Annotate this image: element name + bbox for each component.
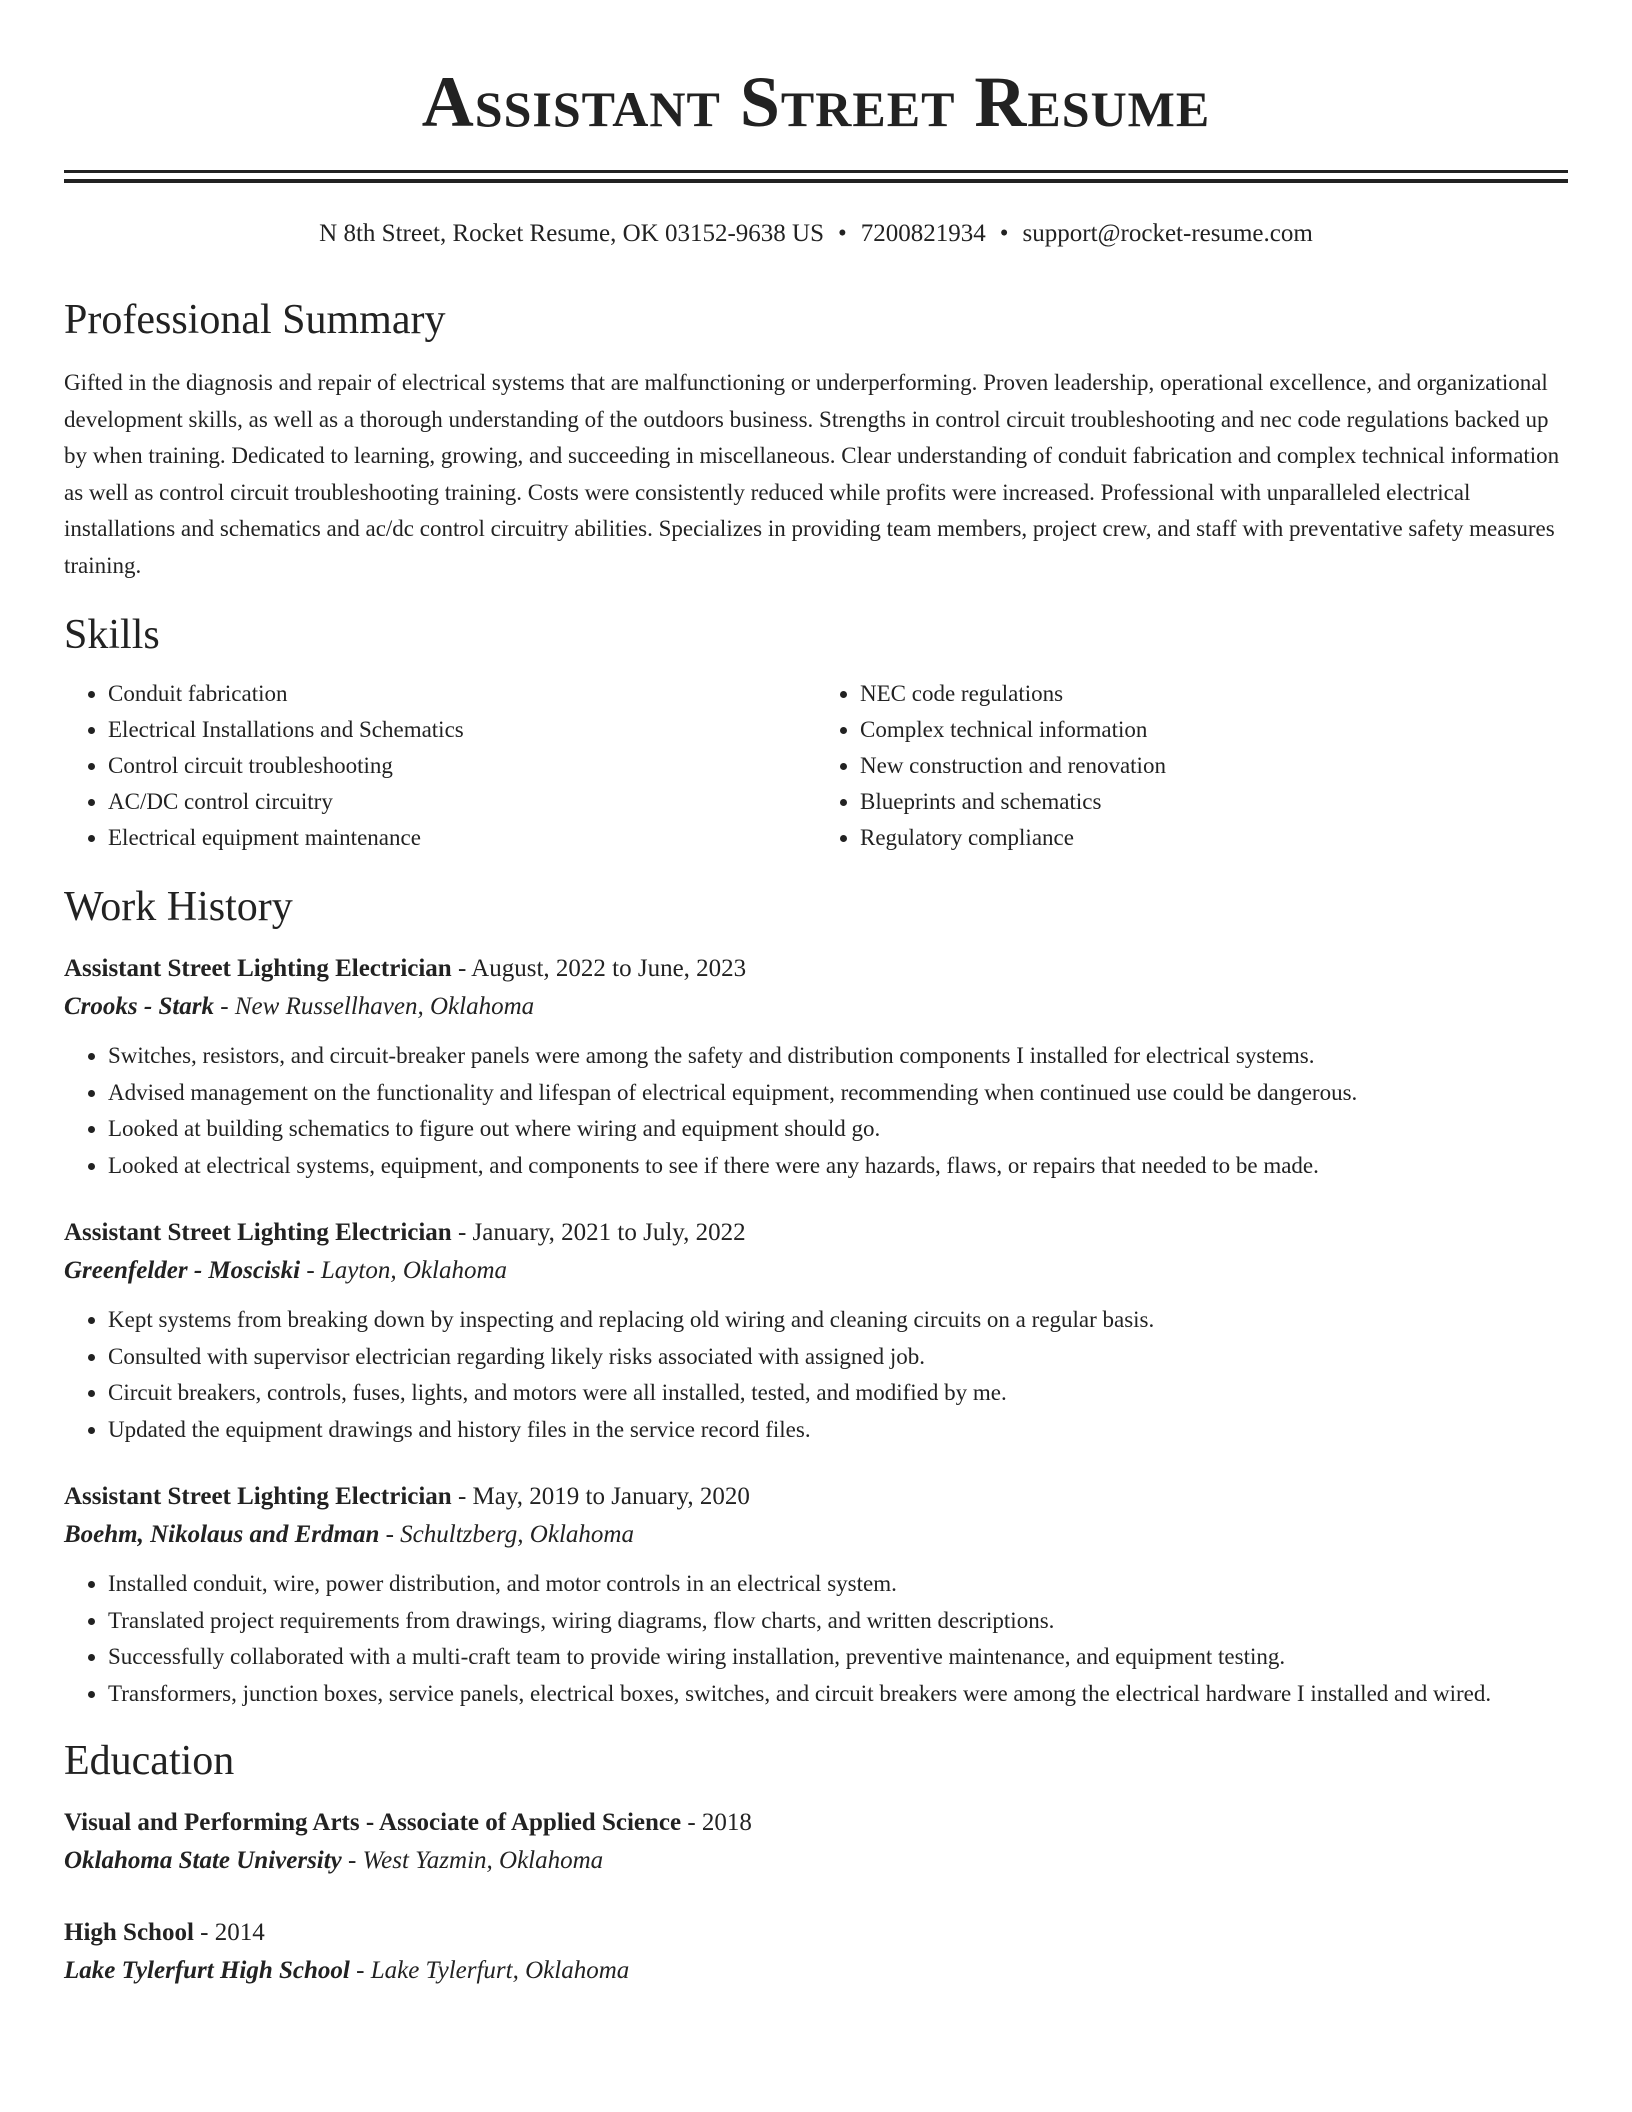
school-line — [64, 1842, 1568, 1880]
job-duty: • Advised management on the functionality and lifespan of electrical equipment, recommending when continued use could be dangerous. — [108, 1075, 1568, 1112]
job-duty: • Kept systems from breaking down by inspecting and replacing old wiring and cleaning circuits on a regular basis. — [108, 1302, 1568, 1339]
contact-separator: • — [999, 220, 1009, 247]
school-name: Oklahoma State University — [64, 1847, 342, 1874]
job-duties — [64, 1302, 1568, 1448]
contact-phone: 7200821934 — [860, 220, 986, 247]
company-line — [64, 1516, 1568, 1554]
summary-heading: Professional Summary — [64, 297, 446, 343]
job-duty: • Successfully collaborated with a multi-craft team to provide wiring installation, preventive maintenance, and equipment testing. — [108, 1639, 1568, 1676]
job-dates: - August, 2022 to June, 2023 — [451, 955, 747, 982]
education-entry — [64, 1804, 1568, 1880]
skill-item: • Conduit fabrication — [108, 676, 816, 712]
job-title-line — [64, 1478, 1568, 1516]
education-heading: Education — [64, 1738, 235, 1784]
school-location: - West Yazmin, Oklahoma — [341, 1847, 604, 1874]
skill-item: • AC/DC control circuitry — [108, 784, 816, 820]
degree-line — [64, 1804, 1568, 1842]
skill-item: • New construction and renovation — [860, 748, 1568, 784]
contact-separator: • — [837, 220, 847, 247]
title-divider-bottom — [64, 179, 1568, 183]
degree-name: Visual and Performing Arts - Associate of Applied Science — [64, 1809, 682, 1836]
education-entry — [64, 1914, 1568, 1990]
skills-list — [64, 676, 1568, 856]
job-duty: • Installed conduit, wire, power distribution, and motor controls in an electrical system. — [108, 1566, 1568, 1603]
job-duty: • Translated project requirements from drawings, wiring diagrams, flow charts, and written descriptions. — [108, 1603, 1568, 1640]
title-divider-top — [64, 170, 1568, 173]
skills-column-right — [816, 676, 1568, 856]
degree-year: - 2018 — [681, 1809, 752, 1836]
job-duty: • Switches, resistors, and circuit-breaker panels were among the safety and distribution components I installed for electrical systems. — [108, 1038, 1568, 1075]
skills-heading: Skills — [64, 612, 160, 658]
company-line — [64, 988, 1568, 1026]
skill-item: • Regulatory compliance — [860, 820, 1568, 856]
job-dates: - January, 2021 to July, 2022 — [451, 1219, 746, 1246]
job-entry — [64, 1214, 1568, 1448]
skill-item: • Electrical equipment maintenance — [108, 820, 816, 856]
job-duty: • Updated the equipment drawings and history files in the service record files. — [108, 1412, 1568, 1449]
company-location: - New Russellhaven, Oklahoma — [214, 993, 535, 1020]
job-entry — [64, 1478, 1568, 1712]
company-location: - Layton, Oklahoma — [300, 1257, 507, 1284]
school-location: - Lake Tylerfurt, Oklahoma — [349, 1957, 630, 1984]
degree-name: High School — [64, 1919, 194, 1946]
degree-year: - 2014 — [193, 1919, 265, 1946]
skills-column-left — [64, 676, 816, 856]
job-duty: • Looked at building schematics to figure out where wiring and equipment should go. — [108, 1111, 1568, 1148]
skill-item: • Control circuit troubleshooting — [108, 748, 816, 784]
job-title: Assistant Street Lighting Electrician — [64, 955, 452, 982]
resume-title: Assistant Street Resume — [421, 62, 1211, 142]
job-duty: • Consulted with supervisor electrician regarding likely risks associated with assigned job. — [108, 1339, 1568, 1376]
job-duties — [64, 1566, 1568, 1712]
skill-item: • Electrical Installations and Schematics — [108, 712, 816, 748]
skill-item: • NEC code regulations — [860, 676, 1568, 712]
job-title-line — [64, 1214, 1568, 1252]
school-line — [64, 1952, 1568, 1990]
company-line — [64, 1252, 1568, 1290]
job-duties — [64, 1038, 1568, 1184]
job-title: Assistant Street Lighting Electrician — [64, 1483, 452, 1510]
contact-address: N 8th Street, Rocket Resume, OK 03152-9638 US — [319, 220, 824, 247]
company-name: Greenfelder - Mosciski — [64, 1257, 301, 1284]
contact-email: support@rocket-resume.com — [1022, 220, 1313, 247]
job-entry — [64, 950, 1568, 1184]
skill-item: • Complex technical information — [860, 712, 1568, 748]
work-history-heading: Work History — [64, 884, 293, 930]
job-duty: • Circuit breakers, controls, fuses, lights, and motors were all installed, tested, and modified by me. — [108, 1375, 1568, 1412]
company-name: Boehm, Nikolaus and Erdman — [64, 1521, 380, 1548]
job-title: Assistant Street Lighting Electrician — [64, 1219, 452, 1246]
summary-text: Gifted in the diagnosis and repair of electrical systems that are malfunctioning or underperforming. Proven leadership, operational excellence, and organizational development skills, as well as a thorough understanding of the outdoors business. Strengths in control circuit troubleshooting and nec code regulations backed up by when training. Dedicated to learning, growing, and succeeding in miscellaneous. Clear understanding of conduit fabrication and complex technical information as well as control circuit troubleshooting training. Costs were consistently reduced while profits were increased. Professional with unparalleled electrical installations and schematics and ac/dc control circuitry abilities. Specializes in providing team members, project crew, and staff with preventative safety measures training. — [64, 370, 1560, 578]
job-duty: • Transformers, junction boxes, service panels, electrical boxes, switches, and circuit breakers were among the electrical hardware I installed and wired. — [108, 1676, 1568, 1713]
contact-line — [64, 219, 1568, 249]
job-title-line — [64, 950, 1568, 988]
school-name: Lake Tylerfurt High School — [64, 1957, 350, 1984]
skill-item: • Blueprints and schematics — [860, 784, 1568, 820]
company-name: Crooks - Stark — [64, 993, 215, 1020]
degree-line — [64, 1914, 1568, 1952]
job-dates: - May, 2019 to January, 2020 — [451, 1483, 750, 1510]
company-location: - Schultzberg, Oklahoma — [379, 1521, 634, 1548]
job-duty: • Looked at electrical systems, equipment, and components to see if there were any hazards, flaws, or repairs that needed to be made. — [108, 1148, 1568, 1185]
